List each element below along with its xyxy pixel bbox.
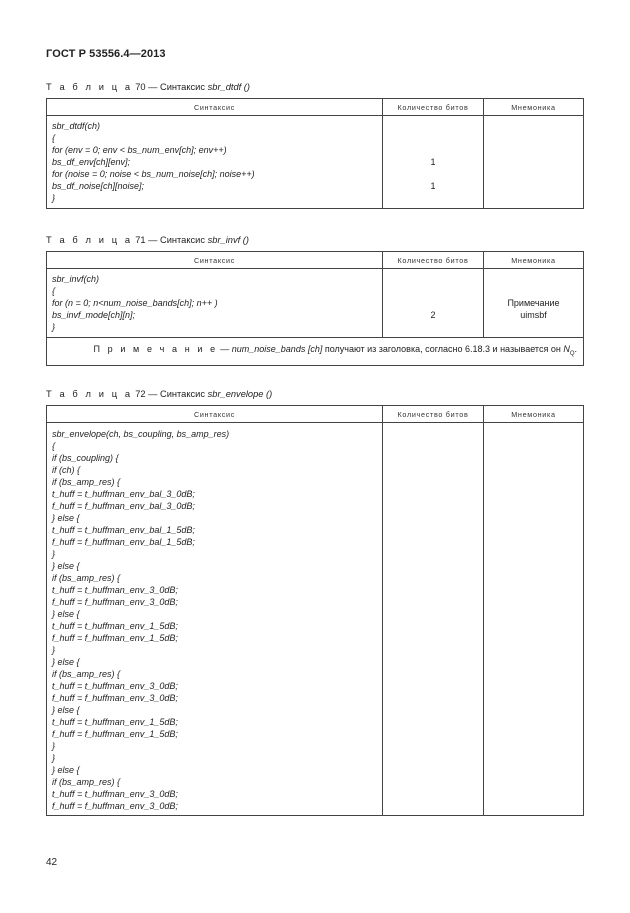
cell-line: } else { (52, 657, 80, 667)
cell-line: { (52, 441, 56, 451)
caption-label: Т а б л и ц а (46, 235, 133, 245)
cell-line: if (ch) { (52, 465, 81, 475)
syntax-cell (47, 423, 383, 816)
cell-line: if (bs_amp_res) { (52, 777, 121, 787)
cell-line: { (52, 286, 56, 296)
cell-line (383, 273, 483, 285)
cell-line (383, 297, 483, 309)
cell-line (484, 273, 583, 285)
col-mnemonic-header: Мнемоника (484, 252, 584, 269)
cell-line: if (bs_amp_res) { (52, 669, 121, 679)
cell-line: sbr_dtdf(ch) (52, 121, 101, 131)
cell-line: bs_df_env[ch][env]; (52, 157, 131, 167)
bits-cell (383, 269, 484, 338)
cell-line: t_huff = t_huffman_env_3_0dB; (52, 585, 178, 595)
mnemonic-cell (484, 269, 584, 338)
mnemonic-cell (484, 423, 584, 816)
cell-line: t_huff = t_huffman_env_1_5dB; (52, 621, 178, 631)
cell-line (383, 120, 483, 132)
caption-name: sbr_dtdf () (207, 82, 250, 92)
cell-line: f_huff = f_huffman_env_1_5dB; (52, 729, 178, 739)
note-end: . (574, 344, 577, 354)
note-subscript: Q (569, 350, 575, 357)
caption-label: Т а б л и ц а (46, 389, 133, 399)
cell-line (484, 285, 583, 297)
cell-line: for (noise = 0; noise < bs_num_noise[ch]; noise++) (52, 169, 255, 179)
cell-line: } (52, 322, 56, 332)
page-number: 42 (46, 857, 58, 868)
col-bits-header: Количество битов (383, 252, 484, 269)
cell-line (383, 144, 483, 156)
col-bits-header: Количество битов (383, 99, 484, 116)
cell-line: } (52, 741, 56, 751)
cell-line: t_huff = t_huffman_env_1_5dB; (52, 717, 178, 727)
note-text: получают из заголовка, согласно 6.18.3 и называется он (322, 344, 564, 354)
cell-line: } (52, 549, 56, 559)
col-bits-header: Количество битов (383, 406, 484, 423)
cell-line: uimsbf (520, 310, 547, 320)
note-variable: num_noise_bands [ch] (231, 344, 323, 354)
cell-line (383, 285, 483, 297)
syntax-cell (47, 116, 383, 209)
cell-line: t_huff = t_huffman_env_3_0dB; (52, 789, 178, 799)
caption-label: Т а б л и ц а (46, 82, 133, 92)
cell-line: } (52, 645, 56, 655)
cell-line: f_huff = f_huffman_env_3_0dB; (52, 693, 178, 703)
note-label: П р и м е ч а н и е (93, 344, 218, 354)
cell-line: f_huff = f_huffman_env_bal_3_0dB; (52, 501, 195, 511)
cell-line: if (bs_amp_res) { (52, 573, 121, 583)
cell-line: } (52, 753, 56, 763)
cell-line (484, 321, 583, 333)
table-70-caption (46, 82, 250, 92)
caption-number: 70 — Синтаксис (135, 82, 206, 92)
cell-line (383, 321, 483, 333)
table-72-caption (46, 389, 272, 399)
cell-line: } else { (52, 561, 80, 571)
standard-number: ГОСТ Р 53556.4—2013 (46, 48, 166, 60)
col-syntax-header: Синтаксис (47, 252, 383, 269)
cell-line: sbr_envelope(ch, bs_coupling, bs_amp_res) (52, 429, 230, 439)
cell-line: if (bs_amp_res) { (52, 477, 121, 487)
cell-line: 2 (430, 310, 436, 320)
table-72 (46, 405, 584, 816)
col-mnemonic-header: Мнемоника (484, 406, 584, 423)
cell-line: { (52, 133, 56, 143)
col-mnemonic-header: Мнемоника (484, 99, 584, 116)
cell-line (383, 168, 483, 180)
note-dash: — (217, 344, 232, 354)
cell-line: for (env = 0; env < bs_num_env[ch]; env++) (52, 145, 227, 155)
bits-cell (383, 423, 484, 816)
cell-line (383, 132, 483, 144)
note-symbol: N (563, 344, 570, 354)
cell-line: t_huff = t_huffman_env_bal_3_0dB; (52, 489, 195, 499)
caption-number: 71 — Синтаксис (135, 235, 206, 245)
cell-line: 1 (430, 181, 436, 191)
cell-line: } else { (52, 705, 80, 715)
cell-line: for (n = 0; n<num_noise_bands[ch]; n++ ) (52, 298, 218, 308)
cell-line: t_huff = t_huffman_env_bal_1_5dB; (52, 525, 195, 535)
mnemonic-cell (484, 116, 584, 209)
cell-line: f_huff = f_huffman_env_3_0dB; (52, 801, 178, 811)
cell-line: f_huff = f_huffman_env_bal_1_5dB; (52, 537, 195, 547)
cell-line: } (52, 193, 56, 203)
syntax-cell (47, 269, 383, 338)
cell-line: t_huff = t_huffman_env_3_0dB; (52, 681, 178, 691)
cell-line: bs_invf_mode[ch][n]; (52, 310, 136, 320)
cell-line: sbr_invf(ch) (52, 274, 100, 284)
caption-number: 72 — Синтаксис (135, 389, 206, 399)
table-71-caption (46, 235, 249, 245)
caption-name: sbr_invf () (207, 235, 249, 245)
table-70 (46, 98, 584, 209)
cell-line: bs_df_noise[ch][noise]; (52, 181, 145, 191)
table-note (47, 338, 584, 366)
cell-line: if (bs_coupling) { (52, 453, 119, 463)
cell-line: f_huff = f_huffman_env_1_5dB; (52, 633, 178, 643)
cell-line: f_huff = f_huffman_env_3_0dB; (52, 597, 178, 607)
cell-line (383, 192, 483, 204)
bits-cell (383, 116, 484, 209)
cell-line: } else { (52, 609, 80, 619)
table-71 (46, 251, 584, 366)
cell-line: } else { (52, 765, 80, 775)
cell-line: } else { (52, 513, 80, 523)
caption-name: sbr_envelope () (207, 389, 273, 399)
col-syntax-header: Синтаксис (47, 99, 383, 116)
cell-line: Примечание (507, 298, 560, 308)
cell-line: 1 (430, 157, 436, 167)
col-syntax-header: Синтаксис (47, 406, 383, 423)
